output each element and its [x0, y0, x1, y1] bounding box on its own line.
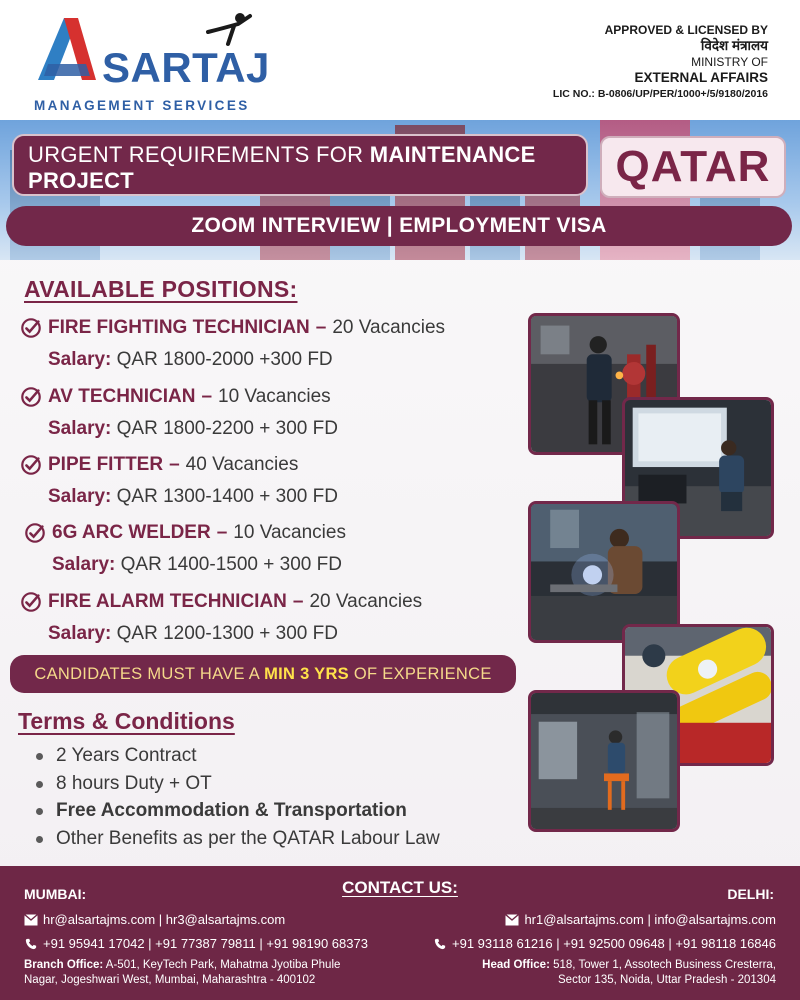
footer — [0, 866, 800, 1000]
phone-icon — [433, 938, 447, 950]
mail-icon — [24, 914, 38, 926]
position-vacancies: 10 Vacancies — [233, 522, 346, 543]
mumbai-email — [24, 912, 285, 927]
position-vacancies: 10 Vacancies — [218, 386, 331, 407]
delhi-office-label: Head Office: — [482, 959, 550, 971]
company-logo — [34, 14, 270, 113]
terms-item: Other Benefits as per the QATAR Labour Law — [36, 825, 440, 853]
experience-prefix: CANDIDATES MUST HAVE A — [34, 665, 265, 683]
mumbai-office-line2: Nagar, Jogeshwari West, Mumbai, Maharashtra - 400102 — [24, 974, 316, 986]
mumbai-office-line1: A-501, KeyTech Park, Mahatma Jyotiba Phule — [103, 959, 341, 971]
logo-title: SARTAJ — [102, 44, 270, 91]
headline-box — [12, 134, 588, 196]
check-circle-icon — [20, 591, 42, 613]
headline-bold-2: PROJECT — [28, 168, 135, 193]
headline-bold-1: MAINTENANCE — [369, 142, 536, 167]
mumbai-address — [24, 958, 340, 988]
position-item: PIPE FITTER – 40 Vacancies Salary: QAR 1300-1400 + 300 FD — [20, 454, 520, 508]
delhi-phone-text[interactable]: +91 93118 61216 | +91 92500 09648 | +91 98118 16846 — [452, 936, 776, 951]
delhi-email-text[interactable]: hr1@alsartajms.com | info@alsartajms.com — [524, 912, 776, 927]
terms-title: Terms & Conditions — [18, 708, 235, 734]
check-circle-icon — [20, 386, 42, 408]
position-vacancies: 40 Vacancies — [185, 454, 299, 475]
delhi-email — [505, 912, 776, 927]
headline-prefix: URGENT REQUIREMENTS FOR — [28, 142, 370, 167]
position-title: 6G ARC WELDER — [52, 522, 211, 543]
photo-arc-welder — [528, 501, 680, 643]
position-item: FIRE ALARM TECHNICIAN – 20 Vacancies Salary: QAR 1200-1300 + 300 FD — [20, 591, 520, 645]
experience-banner — [10, 655, 516, 693]
salary-label: Salary: — [48, 486, 112, 507]
interview-bar: ZOOM INTERVIEW | EMPLOYMENT VISA — [6, 206, 792, 246]
check-circle-icon — [24, 522, 46, 544]
mumbai-phone — [24, 936, 368, 951]
positions-title: AVAILABLE POSITIONS: — [24, 276, 298, 302]
license-info — [553, 22, 768, 102]
position-vacancies: 20 Vacancies — [332, 317, 446, 338]
salary-label: Salary: — [52, 554, 116, 575]
salary-value: QAR 1800-2200 + 300 FD — [116, 418, 338, 439]
ministry-name: EXTERNAL AFFAIRS — [634, 70, 768, 85]
approval-line: APPROVED & LICENSED BY — [604, 23, 768, 37]
salary-value: QAR 1800-2000 +300 FD — [116, 349, 333, 370]
position-item: 6G ARC WELDER – 10 Vacancies Salary: QAR 1400-1500 + 300 FD — [24, 522, 524, 576]
mumbai-phone-text[interactable]: +91 95941 17042 | +91 77387 79811 | +91 98190 68373 — [43, 936, 368, 951]
position-title: FIRE FIGHTING TECHNICIAN — [48, 317, 310, 338]
terms-list — [36, 742, 440, 852]
salary-value: QAR 1200-1300 + 300 FD — [116, 623, 338, 644]
delhi-office-line1: 518, Tower 1, Assotech Business Cresterra, — [549, 959, 776, 971]
phone-icon — [24, 938, 38, 950]
city-delhi: DELHI: — [727, 886, 774, 902]
salary-value: QAR 1300-1400 + 300 FD — [116, 486, 338, 507]
delhi-office-line2: Sector 135, Noida, Uttar Pradesh - 201304 — [558, 974, 776, 986]
experience-suffix: OF EXPERIENCE — [348, 665, 492, 683]
ministry-line: MINISTRY OF — [691, 55, 768, 69]
country-badge: QATAR — [600, 136, 786, 198]
photo-fire-alarm-technician — [528, 690, 680, 832]
contact-title: CONTACT US: — [342, 878, 458, 897]
salary-label: Salary: — [48, 349, 112, 370]
delhi-phone — [433, 936, 776, 951]
ministry-hindi: विदेश मंत्रालय — [700, 38, 768, 53]
mumbai-email-text[interactable]: hr@alsartajms.com | hr3@alsartajms.com — [43, 912, 286, 927]
terms-item: 2 Years Contract — [36, 742, 440, 770]
salary-label: Salary: — [48, 623, 112, 644]
license-number: LIC NO.: B-0806/UP/PER/1000+/5/9180/2016 — [552, 88, 768, 100]
header — [0, 0, 800, 120]
position-title: PIPE FITTER — [48, 454, 164, 475]
salary-value: QAR 1400-1500 + 300 FD — [120, 554, 342, 575]
position-vacancies: 20 Vacancies — [309, 591, 423, 612]
position-title: AV TECHNICIAN — [48, 386, 196, 407]
delhi-address — [482, 958, 776, 988]
check-circle-icon — [20, 454, 42, 476]
terms-item: 8 hours Duty + OT — [36, 770, 440, 798]
position-item: FIRE FIGHTING TECHNICIAN – 20 Vacancies Salary: QAR 1800-2000 +300 FD — [20, 317, 520, 371]
city-mumbai: MUMBAI: — [24, 886, 87, 902]
position-item: AV TECHNICIAN – 10 Vacancies Salary: QAR 1800-2200 + 300 FD — [20, 386, 520, 440]
position-title: FIRE ALARM TECHNICIAN — [48, 591, 287, 612]
experience-min: MIN 3 YRS — [264, 665, 349, 683]
mumbai-office-label: Branch Office: — [24, 959, 104, 971]
terms-item: Free Accommodation & Transportation — [36, 797, 440, 825]
salary-label: Salary: — [48, 418, 112, 439]
logo-subtitle: MANAGEMENT SERVICES — [34, 98, 250, 113]
mail-icon — [505, 914, 519, 926]
check-circle-icon — [20, 317, 42, 339]
